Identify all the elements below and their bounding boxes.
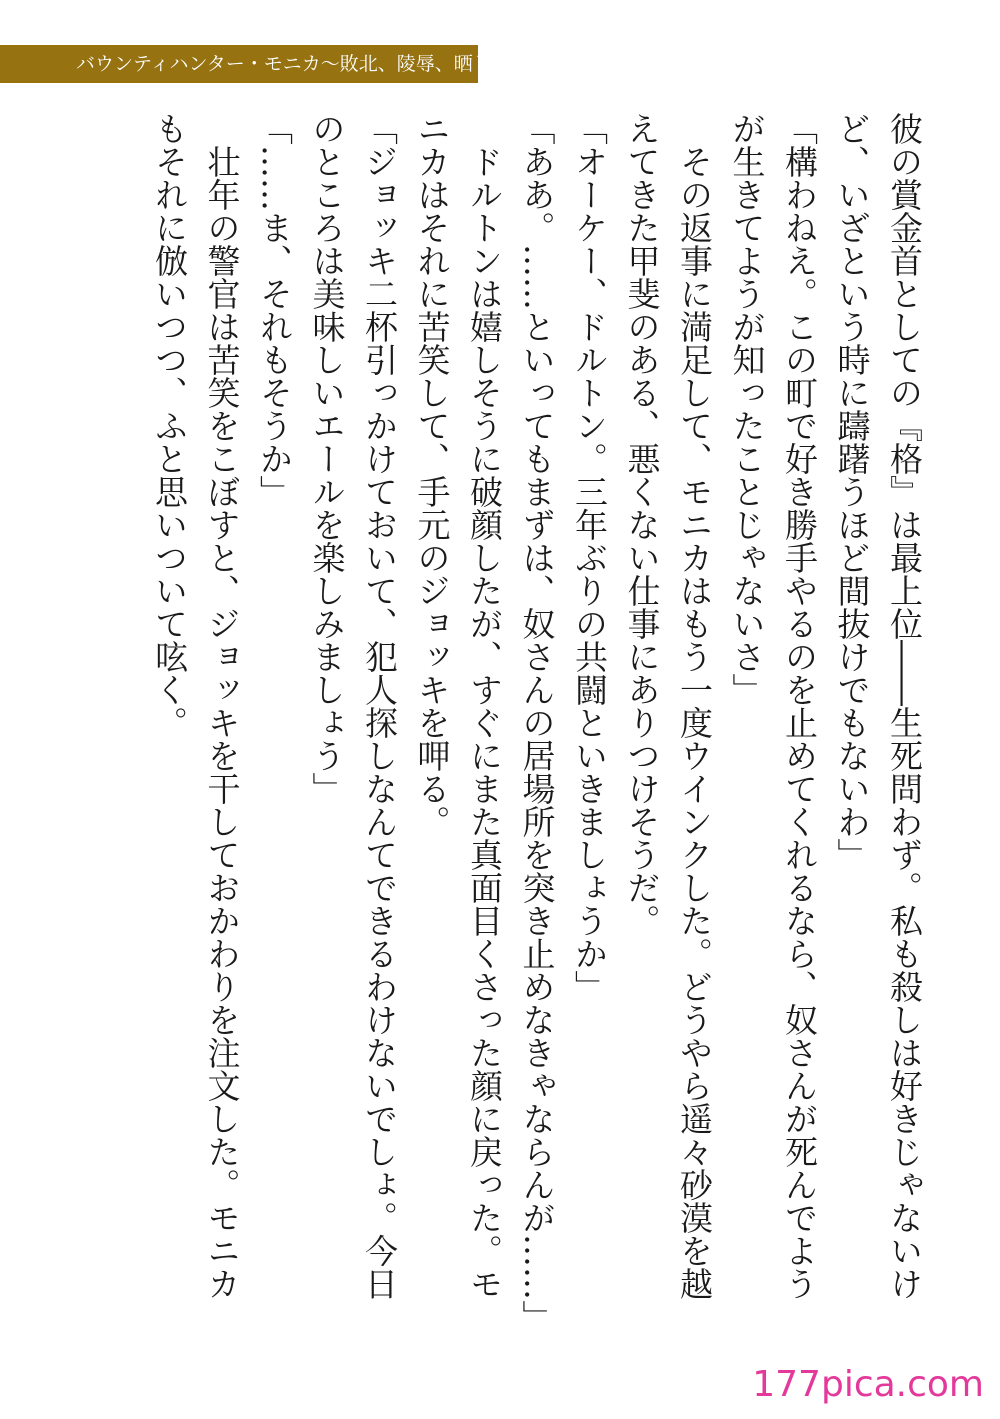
text-line: 「構わねえ。この町で好き勝手やるのを止めてくれるなら、奴さんが死んでよう: [780, 112, 819, 1300]
text-line: その返事に満足して、モニカはもう一度ウインクした。どうやら遥々砂漠を越: [675, 145, 714, 1300]
watermark: 177pica.com: [752, 1364, 984, 1405]
text-line: のところは美味しいエールを楽しみましょう」: [307, 112, 347, 805]
text-line: 「……ま、それもそうか」: [255, 112, 294, 508]
text-line: が生きてようが知ったことじゃないさ」: [727, 112, 767, 706]
novel-body-text: [143, 112, 931, 1402]
text-line: もそれに倣いつつ、ふと思いついて呟く。: [150, 112, 189, 739]
header-title: バウンティハンター・モニカ～敗北、陵辱、晒し者～: [76, 53, 530, 75]
text-line: 「オーケー、ドルトン。三年ぶりの共闘といきましょうか」: [570, 112, 609, 1003]
text-line: 「ああ。……といってもまずは、奴さんの居場所を突き止めなきゃならんが……」: [517, 112, 557, 1333]
text-line: えてきた甲斐のある、悪くない仕事にありつけそうだ。: [622, 112, 662, 937]
text-line: ドルトンは嬉しそうに破顔したが、すぐにまた真面目くさった顔に戻った。モ: [465, 145, 504, 1300]
text-line: 彼の賞金首としての『格』は最上位――生死問わず。私も殺しは好きじゃないけ: [885, 112, 924, 1300]
text-line: 「ジョッキ二杯引っかけておいて、犯人探しなんてできるわけないでしょ。今日: [360, 112, 399, 1300]
text-line: 壮年の警官は苦笑をこぼすと、ジョッキを干しておかわりを注文した。モニカ: [202, 145, 242, 1300]
header-bar: [0, 45, 530, 83]
text-line: ニカはそれに苦笑して、手元のジョッキを呷る。: [412, 112, 452, 838]
text-line: ど、いざという時に躊躇うほど間抜けでもないわ」: [832, 112, 872, 871]
